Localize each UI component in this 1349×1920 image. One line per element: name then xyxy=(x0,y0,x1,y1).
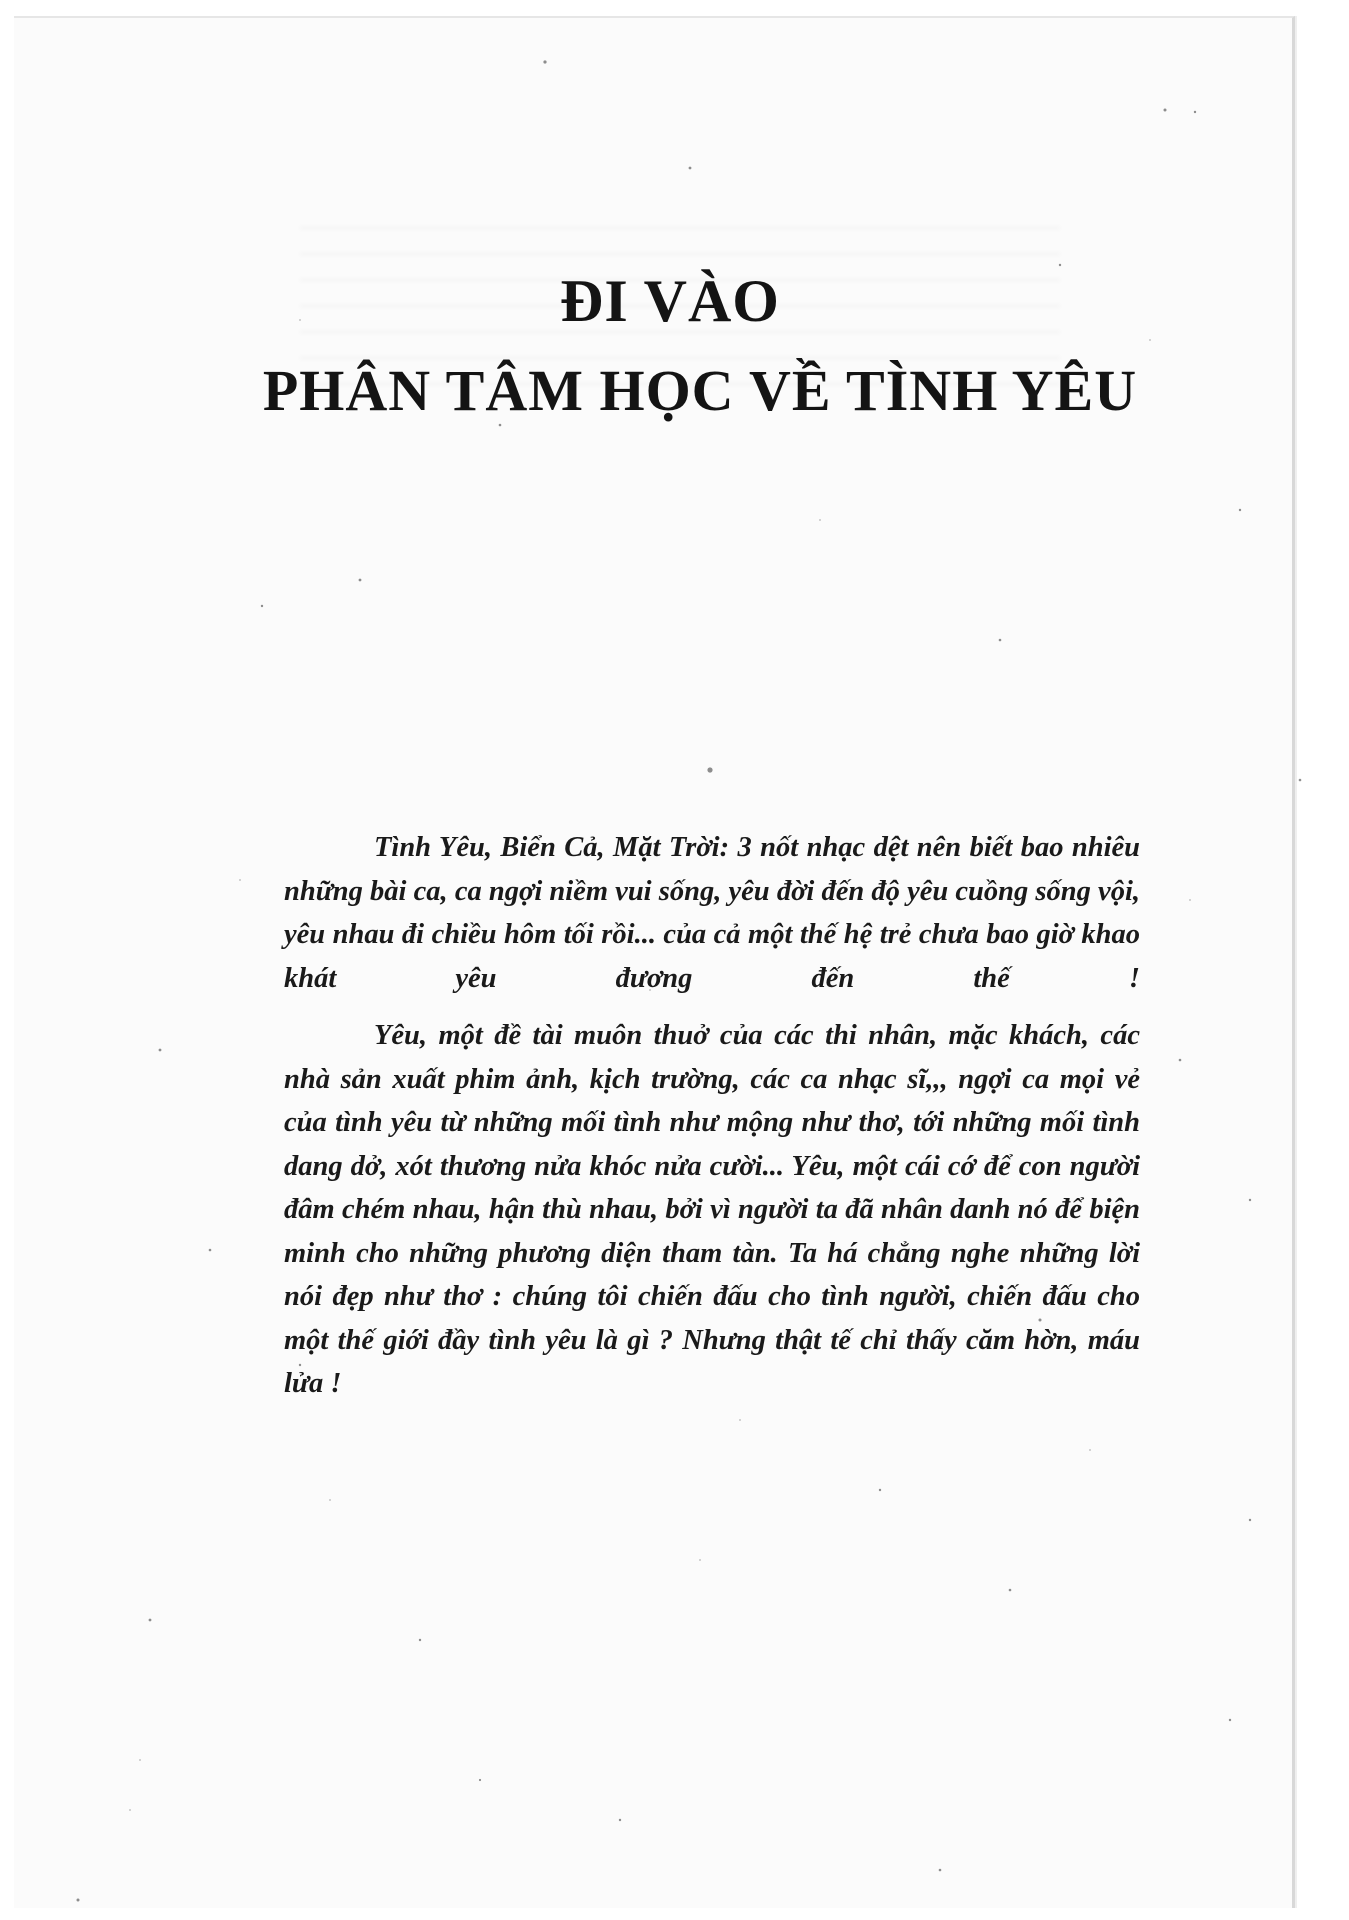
paragraph-1: Tình Yêu, Biển Cả, Mặt Trời: 3 nốt nhạc dệt nên biết bao nhiêu những bài ca, ca ngợi niềm vui sống, yêu đời đến độ yêu cuồng sống vội, yêu nhau đi chiều hôm tối rồi... của cả một thế hệ trẻ chưa bao giờ khao khát yêu đương đến thế ! xyxy=(284,832,1140,994)
chapter-title-line-1: ĐI VÀO xyxy=(560,268,780,334)
body-text xyxy=(284,826,1140,1420)
chapter-title xyxy=(200,262,1200,436)
paragraph-2: Yêu, một đề tài muôn thuở của các thi nhân, mặc khách, các nhà sản xuất phim ảnh, kịch trường, các ca nhạc sĩ,,, ngợi ca mọi vẻ của tình yêu từ những mối tình như mộng như thơ, tới những mối tình dang dở, xót thương nửa khóc nửa cười... Yêu, một cái cớ để con người đâm chém nhau, hận thù nhau, bởi vì người ta đã nhân danh nó để biện minh cho những phương diện tham tàn. Ta há chẳng nghe những lời nói đẹp như thơ : chúng tôi chiến đấu cho tình người, chiến đấu cho một thế giới đầy tình yêu là gì ? Nhưng thật tế chỉ thấy căm hờn, máu lửa ! xyxy=(284,1020,1140,1399)
chapter-title-line-2: PHÂN TÂM HỌC VỀ TÌNH YÊU xyxy=(262,358,1138,423)
